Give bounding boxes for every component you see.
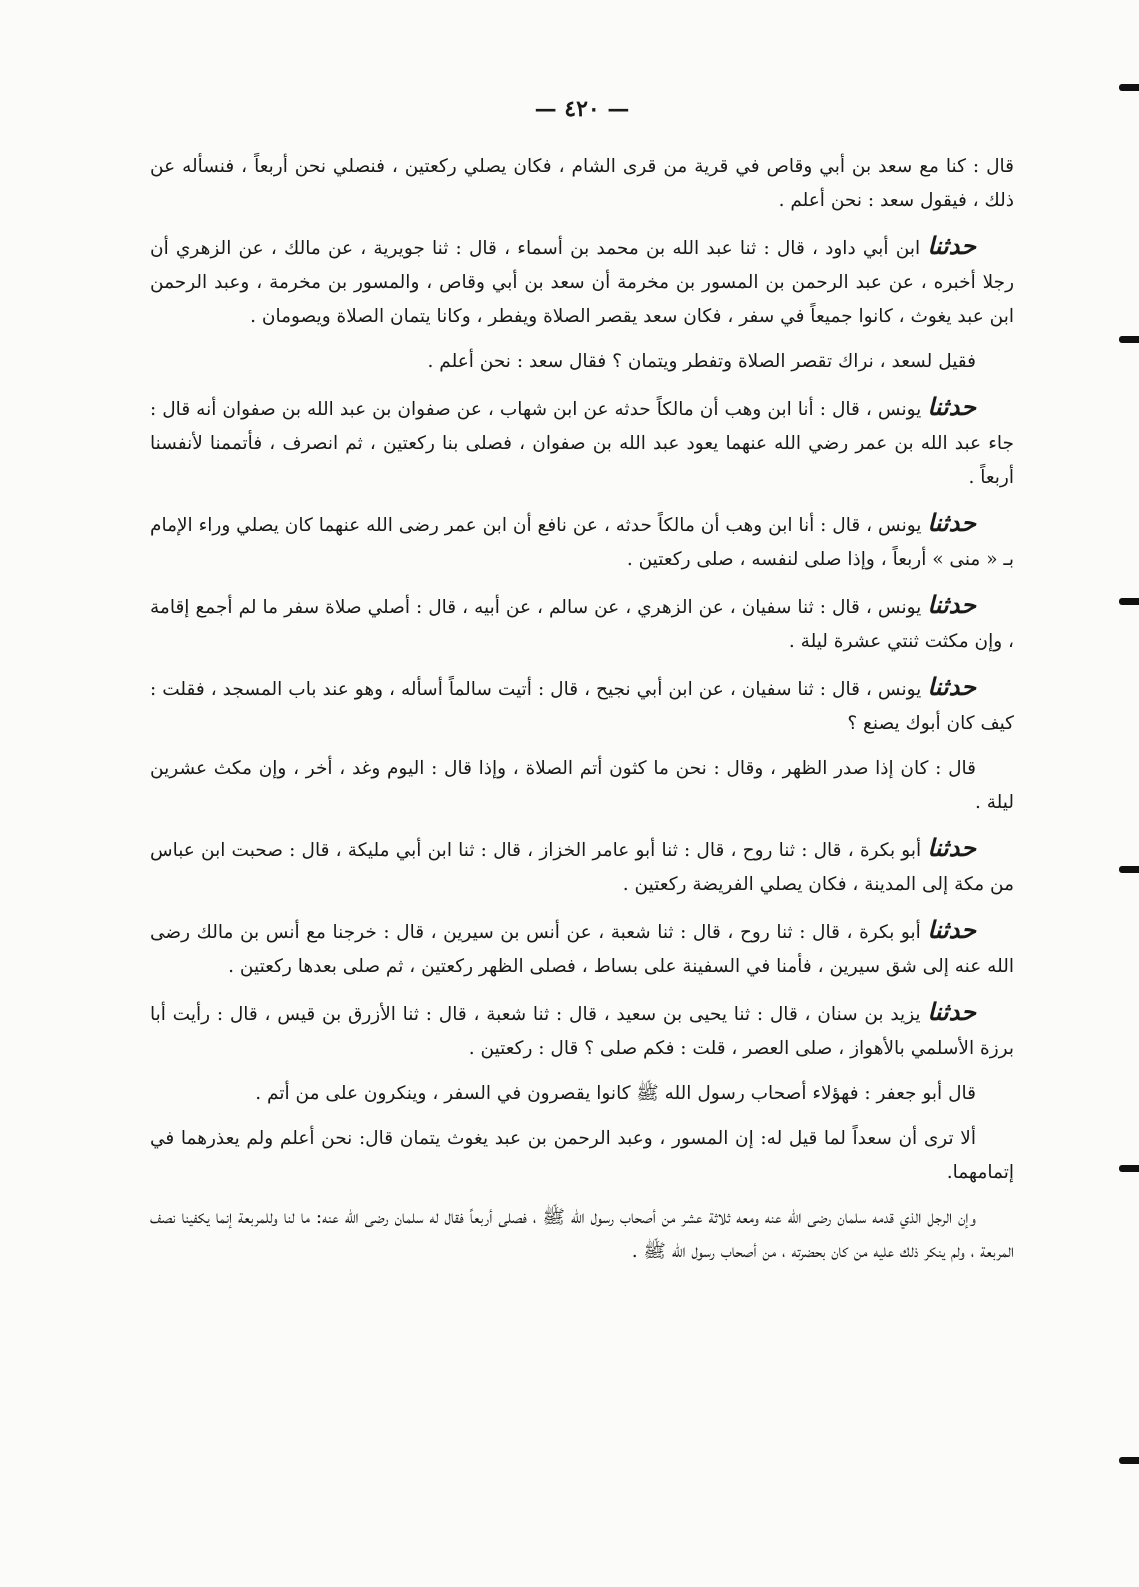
- margin-mark: [1119, 598, 1139, 605]
- lead-word: حدثنا: [927, 833, 976, 862]
- margin-mark: [1119, 1457, 1139, 1464]
- lead-word: حدثنا: [927, 997, 976, 1026]
- paragraph-text: يونس ، قال : ثنا سفيان ، عن ابن أبي نجيح ، قال : أتيت سالماً أسأله ، وهو عند باب المسجد ، فقلت : كيف كان أبوك يصنع ؟: [150, 679, 1014, 734]
- paragraph-4: [150, 390, 1014, 495]
- paragraph-text: يونس ، قال : ثنا سفيان ، عن الزهري ، عن سالم ، عن أبيه ، قال : أصلي صلاة سفر ما لم أجمع إقامة ، وإن مكثت ثنتي عشرة ليلة .: [150, 597, 1014, 652]
- paragraph-9: [150, 831, 1014, 902]
- paragraph-text: قال : كان إذا صدر الظهر ، وقال : نحن ما كثون أتم الصلاة ، وإذا قال : اليوم وغد ، أخر ، وإن مكث عشرين ليلة .: [150, 758, 1014, 813]
- paragraph-text: يونس ، قال : أنا ابن وهب أن مالكاً حدثه ، عن نافع أن ابن عمر رضى الله عنهما كان يصلي وراء الإمام بـ « منى » أربعاً ، وإذا صلى لنفسه ، صلى ركعتين .: [150, 515, 1014, 570]
- paragraph-7: [150, 670, 1014, 741]
- paragraph-text: قال : كنا مع سعد بن أبي وقاص في قرية من قرى الشام ، فكان يصلي ركعتين ، فنصلي نحن أربعاً ، فنسأله عن ذلك ، فيقول سعد : نحن أعلم .: [150, 156, 1014, 211]
- paragraph-10: [150, 913, 1014, 984]
- paragraph-8: [150, 752, 1014, 820]
- margin-mark: [1119, 84, 1139, 91]
- paragraph-text: ألا ترى أن سعداً لما قيل له: إن المسور ، وعبد الرحمن بن عبد يغوث يتمان قال: نحن أعلم ولم يعذرهما في إتمامهما.: [150, 1128, 1014, 1183]
- paragraph-2: [150, 229, 1014, 334]
- paragraph-text: أبو بكرة ، قال : ثنا روح ، قال : ثنا شعبة ، عن أنس بن سيرين ، قال : خرجنا مع أنس بن مالك رضى الله عنه إلى شق سيرين ، فأمنا في السفينة على بساط ، فصلى الظهر ركعتين ، ثم صلى بعدها ركعتين .: [150, 922, 1014, 977]
- paragraph-5: [150, 506, 1014, 577]
- lead-word: حدثنا: [927, 590, 976, 619]
- paragraph-11: [150, 995, 1014, 1066]
- margin-mark: [1119, 866, 1139, 873]
- lead-word: حدثنا: [927, 672, 976, 701]
- paragraph-12: [150, 1077, 1014, 1111]
- paragraph-text: يزيد بن سنان ، قال : ثنا يحيى بن سعيد ، قال : ثنا شعبة ، قال : ثنا الأزرق بن قيس ، قال : رأيت أبا برزة الأسلمي بالأهواز ، صلى العصر ، قلت : فكم صلى ؟ قال : ركعتين .: [150, 1004, 1014, 1059]
- paragraph-text: ابن أبي داود ، قال : ثنا عبد الله بن محمد بن أسماء ، قال : ثنا جويرية ، عن مالك ، عن الزهري أن رجلا أخبره ، عن عبد الرحمن بن المسور بن مخرمة أن سعد بن أبي وقاص ، والمسور بن مخرمة ، وعبد الرحمن ابن عبد يغوث ، كانوا جميعاً في سفر ، فكان سعد يقصر الصلاة ويفطر ، وكانا يتمان الصلاة ويصومان .: [150, 238, 1014, 327]
- page-number: — ٤٢٠ —: [534, 96, 630, 122]
- paragraph-3: [150, 345, 1014, 379]
- page-body: [150, 150, 1014, 1280]
- lead-word: حدثنا: [927, 392, 976, 421]
- paragraph-text: وإن الرجل الذي قدمه سلمان رضى الله عنه ومعه ثلاثة عشر من أصحاب رسول الله ﷺ ، فصلى أربعاً فقال له سلمان رضى الله عنه: ما لنا وللمربعة إنما يكفينا نصف المربعة ، ولم ينكر ذلك عليه من كان بحضرته ، من أصحاب رسول الله ﷺ .: [150, 1207, 1014, 1262]
- book-page: [150, 0, 1014, 1587]
- paragraph-text: يونس ، قال : أنا ابن وهب أن مالكاً حدثه عن ابن شهاب ، عن صفوان بن عبد الله بن صفوان أنه قال : جاء عبد الله بن عمر رضي الله عنهما يعود عبد الله بن صفوان ، فصلى بنا ركعتين ، ثم انصرف ، فأتممنا لأنفسنا أربعاً .: [150, 399, 1014, 488]
- paragraph-13: [150, 1122, 1014, 1190]
- paragraph-text: قال أبو جعفر : فهؤلاء أصحاب رسول الله ﷺ كانوا يقصرون في السفر ، وينكرون على من أتم .: [255, 1083, 976, 1104]
- paragraph-text: أبو بكرة ، قال : ثنا روح ، قال : ثنا أبو عامر الخزاز ، قال : ثنا ابن أبي مليكة ، قال : صحبت ابن عباس من مكة إلى المدينة ، فكان يصلي الفريضة ركعتين .: [150, 840, 1014, 895]
- lead-word: حدثنا: [927, 915, 976, 944]
- paragraph-text: فقيل لسعد ، نراك تقصر الصلاة وتفطر ويتمان ؟ فقال سعد : نحن أعلم .: [427, 351, 976, 372]
- paragraph-1: [150, 150, 1014, 218]
- margin-mark: [1119, 1165, 1139, 1172]
- lead-word: حدثنا: [927, 508, 977, 537]
- paragraph-14: [150, 1201, 1014, 1269]
- lead-word: حدثنا: [927, 231, 976, 260]
- paragraph-6: [150, 588, 1014, 659]
- margin-mark: [1119, 336, 1139, 343]
